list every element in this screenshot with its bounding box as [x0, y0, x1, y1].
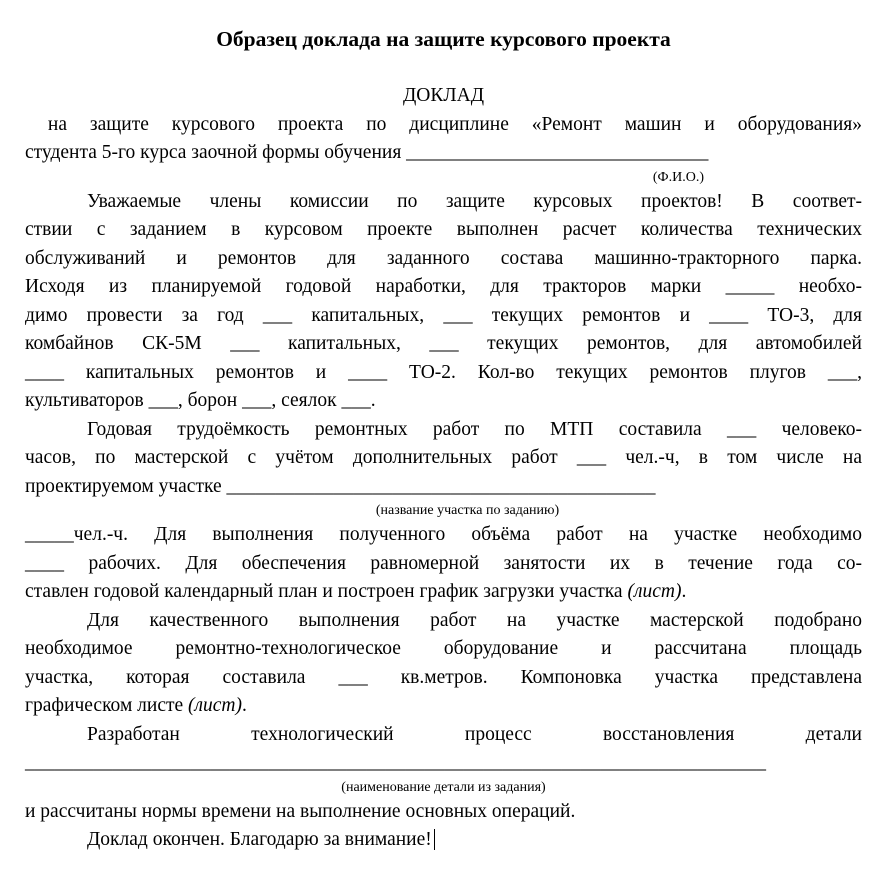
- text-segment: (название участка по заданию): [375, 503, 560, 518]
- caption-section-name: [25, 501, 862, 521]
- body-line: [25, 692, 862, 721]
- document-title: Образец доклада на защите курсового проекта: [216, 27, 671, 51]
- body-line: [25, 188, 862, 217]
- body-line: [25, 664, 862, 693]
- body-line: [25, 387, 862, 416]
- text-segment: участка, которая составила ___ кв.метров. Компоновка участка представлена: [25, 666, 862, 688]
- body-line: [25, 798, 862, 827]
- text-segment: (Ф.И.О.): [652, 169, 704, 185]
- section-name-blank-line: [25, 473, 862, 502]
- text-segment: культиваторов ___, борон ___, сеялок ___.: [25, 390, 376, 411]
- body-line: [25, 444, 862, 473]
- body-line: [25, 359, 862, 388]
- text-segment: _____чел.-ч. Для выполнения полученного объёма работ на участке необходимо: [25, 524, 862, 545]
- text-segment: обслуживаний и ремонтов для заданного состава машинно-тракторного парка.: [25, 247, 862, 269]
- report-heading: ДОКЛАД: [403, 85, 484, 106]
- text-segment: Уважаемые члены комиссии по защите курсовых проектов! В соответ-: [87, 190, 862, 212]
- body-line: [25, 216, 862, 245]
- caption-fio: [25, 168, 862, 188]
- caption-detail-name: [25, 778, 862, 798]
- body-line: [25, 635, 862, 664]
- document-body: [25, 111, 862, 855]
- fio-blank-line: [25, 139, 862, 168]
- body-line: [25, 416, 862, 445]
- text-segment: необходимое ремонтно-технологическое оборудование и рассчитана площадь: [25, 638, 862, 659]
- text-segment: димо провести за год ___ капитальных, ___ текущих ремонтов и ____ ТО-3, для: [25, 304, 862, 326]
- text-segment: ставлен годовой календарный план и построен график загрузки участка: [25, 581, 628, 602]
- body-line: [25, 245, 862, 274]
- detail-name-blank-line: [25, 749, 862, 778]
- text-segment: проектируемом участке ____________________________________________: [25, 475, 656, 497]
- closing-line: [25, 826, 862, 855]
- body-line: [25, 550, 862, 579]
- body-line: [25, 721, 862, 750]
- text-segment: и рассчитаны нормы времени на выполнение основных операций.: [25, 800, 576, 822]
- body-line: [25, 578, 862, 607]
- text-segment: ____ капитальных ремонтов и ____ ТО-2. Кол-во текущих ремонтов плугов ___,: [25, 361, 862, 383]
- body-line: [25, 273, 862, 302]
- italic-text-segment: (лист): [627, 581, 682, 602]
- text-segment: ____________________________________________________________________________: [25, 752, 766, 773]
- text-segment: Разработан технологический процесс восстановления детали: [87, 723, 862, 745]
- text-segment: Годовая трудоёмкость ремонтных работ по МТП составила ___ человеко-: [87, 418, 862, 440]
- text-segment: студента 5-го курса заочной формы обучения _______________________________: [25, 142, 709, 163]
- text-segment: Для качественного выполнения работ на участке мастерской подобрано: [87, 609, 862, 631]
- text-segment: Доклад окончен. Благодарю за внимание!: [87, 829, 432, 850]
- text-segment: (наименование детали из задания): [341, 779, 546, 795]
- body-line: [25, 521, 862, 550]
- intro-line-1: [25, 111, 862, 140]
- body-line: [25, 302, 862, 331]
- text-segment: часов, по мастерской с учётом дополнительных работ ___ чел.-ч, в том числе на: [25, 447, 862, 468]
- body-line: [25, 330, 862, 359]
- text-segment: .: [242, 695, 247, 716]
- text-cursor[interactable]: [434, 829, 436, 850]
- text-segment: на защите курсового проекта по дисциплине «Ремонт машин и оборудования»: [25, 113, 862, 135]
- text-segment: .: [681, 581, 687, 602]
- italic-text-segment: (лист): [188, 695, 243, 716]
- text-segment: Исходя из планируемой годовой наработки, для тракторов марки _____ необхо-: [25, 276, 862, 297]
- text-segment: ____ рабочих. Для обеспечения равномерной занятости их в течение года со-: [25, 552, 862, 574]
- text-segment: графическом листе: [25, 695, 189, 716]
- body-line: [25, 607, 862, 636]
- text-segment: комбайнов СК-5М ___ капитальных, ___ текущих ремонтов, для автомобилей: [25, 333, 862, 354]
- text-segment: ствии с заданием в курсовом проекте выполнен расчет количества технических: [25, 219, 862, 240]
